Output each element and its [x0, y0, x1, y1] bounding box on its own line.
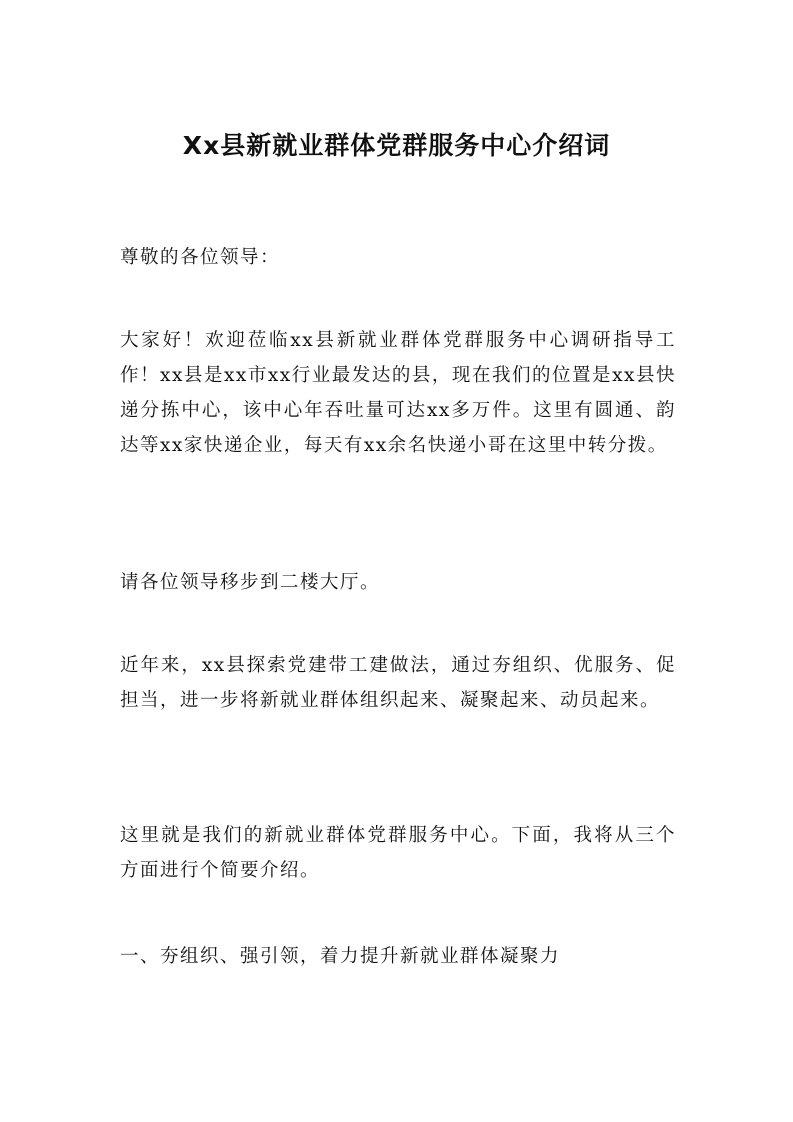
- welcome-paragraph: 大家好！欢迎莅临xx县新就业群体党群服务中心调研指导工作！xx县是xx市xx行业最发达的县，现在我们的位置是xx县快递分拣中心，该中心年吞吐量可达xx多万件。这里有圆通、韵达等xx家快递企业，每天有xx余名快递小哥在这里中转分拨。: [120, 330, 676, 456]
- recent-years-paragraph: 近年来，xx县探索党建带工建做法，通过夯组织、优服务、促担当，进一步将新就业群体组织起来、凝聚起来、动员起来。: [120, 655, 676, 711]
- service-center-intro-paragraph: 这里就是我们的新就业群体党群服务中心。下面，我将从三个方面进行个简要介绍。: [120, 825, 676, 881]
- move-to-hall-paragraph: 请各位领导移步到二楼大厅。: [120, 572, 381, 593]
- salutation-paragraph: 尊敬的各位领导：: [120, 247, 281, 268]
- section-one-heading: 一、夯组织、强引领，着力提升新就业群体凝聚力: [120, 946, 561, 967]
- document-title: Xx县新就业群体党群服务中心介绍词: [182, 131, 611, 160]
